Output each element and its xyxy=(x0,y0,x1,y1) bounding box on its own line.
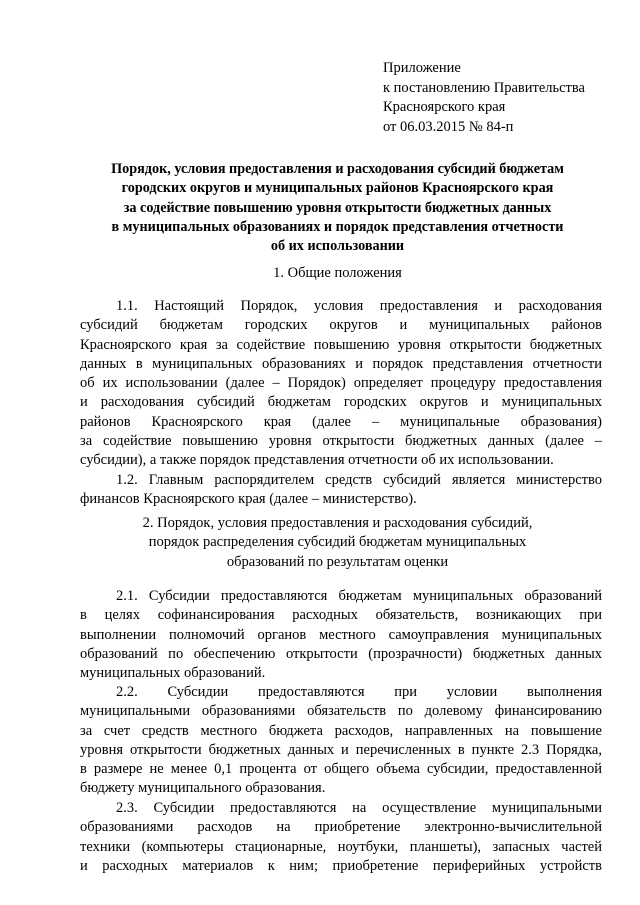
text-line: техники (компьютеры стационарные, ноутбуки, планшеты), запасных частей xyxy=(80,838,602,855)
text-line: муниципальными образованиями обязательств по долевому финансированию xyxy=(80,703,602,720)
text-line: за содействие повышению уровня открытости бюджетных данных (далее – xyxy=(80,433,602,450)
section-heading-line: порядок распределения субсидий бюджетам муниципальных xyxy=(148,534,527,551)
text-line: уровня открытости бюджетных данных и перечисленных в пункте 2.3 Порядка, xyxy=(80,741,602,758)
paragraph-1-1 xyxy=(80,297,602,471)
paragraph-2-3 xyxy=(80,799,602,876)
appendix-block xyxy=(383,59,585,137)
title-line: городских округов и муниципальных районов Красноярского края xyxy=(121,180,554,197)
document-title xyxy=(60,160,615,256)
text-line: бюджету муниципального образования. xyxy=(80,780,326,797)
section-2-heading xyxy=(60,514,615,572)
text-line: субсидии), а также порядок представления отчетности об их использовании. xyxy=(80,452,554,469)
text-line: 2.3. Субсидии предоставляются на осуществление муниципальными xyxy=(116,800,602,816)
paragraph-2-2 xyxy=(80,683,602,799)
text-line: районов Красноярского края (далее – муниципальные образования) xyxy=(80,413,602,430)
title-line: Порядок, условия предоставления и расходования субсидий бюджетам xyxy=(111,161,564,177)
text-line: выполнении полномочий органов местного самоуправления муниципальных xyxy=(80,626,602,643)
text-line: 1.1. Настоящий Порядок, условия предоставления и расходования xyxy=(116,298,602,314)
section-1-heading xyxy=(60,264,615,283)
appendix-line: Красноярского края xyxy=(383,99,506,115)
section-heading-line: 1. Общие положения xyxy=(273,265,402,281)
appendix-line: от 06.03.2015 № 84-п xyxy=(383,118,514,135)
section-heading-line: 2. Порядок, условия предоставления и расходования субсидий, xyxy=(142,515,533,531)
text-line: 2.2. Субсидии предоставляются при условии выполнения xyxy=(116,684,602,700)
title-line: об их использовании xyxy=(270,238,405,255)
text-line: в размере не менее 0,1 процента от общего объема субсидии, предоставленной xyxy=(80,761,602,778)
text-line: муниципальных образований. xyxy=(80,665,266,682)
paragraph-1-2 xyxy=(80,471,602,510)
text-line: 2.1. Субсидии предоставляются бюджетам муниципальных образований xyxy=(116,588,602,604)
text-line: Красноярского края за содействие повышению уровня открытости бюджетных xyxy=(80,336,602,353)
title-line: в муниципальных образованиях и порядок представления отчетности xyxy=(111,218,564,235)
text-line: в целях софинансирования расходных обязательств, возникающих при xyxy=(80,607,602,624)
paragraph-2-1 xyxy=(80,587,602,683)
title-line: за содействие повышению уровня открытости бюджетных данных xyxy=(123,199,552,216)
text-line: и расходных материалов к ним; приобретение периферийных устройств xyxy=(80,857,602,874)
section-heading-line: образований по результатам оценки xyxy=(226,553,449,570)
text-line: 1.2. Главным распорядителем средств субсидий является министерство xyxy=(116,472,602,488)
text-line: и расходования субсидий бюджетам городских округов и муниципальных xyxy=(80,394,602,411)
text-line: субсидий бюджетам городских округов и муниципальных районов xyxy=(80,317,602,334)
text-line: об их использовании (далее – Порядок) определяет процедуру предоставления xyxy=(80,375,602,392)
text-line: данных в муниципальных образованиях и порядок представления отчетности xyxy=(80,355,602,372)
text-line: за счет средств местного бюджета расходов, направленных на повышение xyxy=(80,722,602,739)
appendix-line: Приложение xyxy=(383,60,461,76)
appendix-line: к постановлению Правительства xyxy=(383,79,585,96)
text-line: образований по обеспечению открытости (прозрачности) бюджетных данных xyxy=(80,645,602,662)
text-line: образованиями расходов на приобретение электронно-вычислительной xyxy=(80,819,602,836)
text-line: финансов Красноярского края (далее – министерство). xyxy=(80,491,417,508)
